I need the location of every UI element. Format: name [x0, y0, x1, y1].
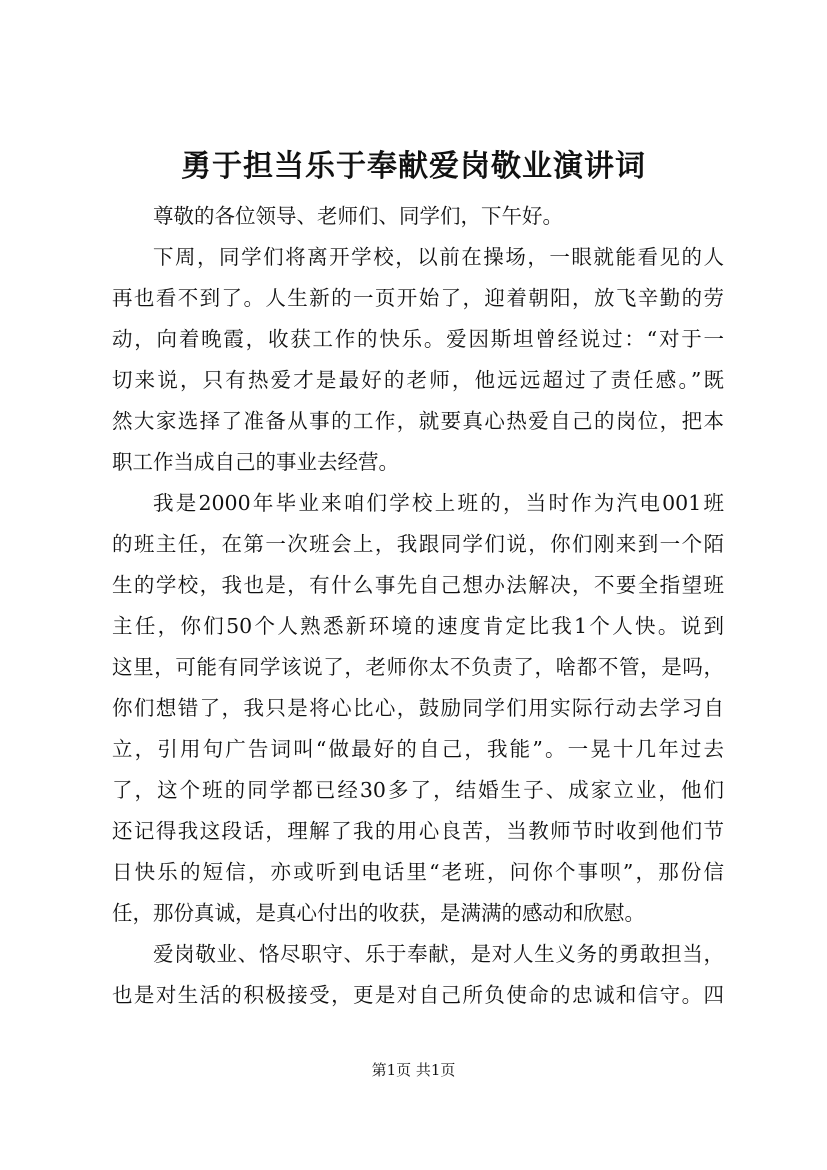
- paragraph-2-line-2: 的班主任，在第一次班会上，我跟同学们说，你们刚来到一个陌: [112, 532, 724, 556]
- paragraph-1-line-6: 职工作当成自己的事业去经营。: [112, 450, 399, 474]
- paragraph-2-line-6: 你们想错了，我只是将心比心，鼓励同学们用实际行动去学习自: [112, 696, 724, 720]
- document-body: [112, 196, 724, 1016]
- paragraph-2-line-8: 了，这个班的同学都已经30多了，结婚生子、成家立业，他们: [112, 778, 724, 802]
- paragraph-2-line-7: 立，引用句广告词叫“做最好的自己，我能”。一晃十几年过去: [112, 737, 724, 761]
- paragraph-1-line-5: 然大家选择了准备从事的工作，就要真心热爱自己的岗位，把本: [112, 409, 724, 433]
- paragraph-1-line-2: 再也看不到了。人生新的一页开始了，迎着朝阳，放飞辛勤的劳: [112, 286, 724, 310]
- paragraph-2-line-9: 还记得我这段话，理解了我的用心良苦，当教师节时收到他们节: [112, 819, 724, 843]
- paragraph-3-line-1: 爱岗敬业、恪尽职守、乐于奉献，是对人生义务的勇敢担当，: [153, 942, 724, 966]
- paragraph-2-line-11: 任，那份真诚，是真心付出的收获，是满满的感动和欣慰。: [112, 901, 645, 925]
- paragraph-1-line-1: 下周，同学们将离开学校，以前在操场，一眼就能看见的人: [153, 245, 724, 269]
- page-number-footer: 第1页 共1页: [371, 1061, 456, 1079]
- paragraph-2-line-4: 主任，你们50个人熟悉新环境的速度肯定比我1个人快。说到: [112, 614, 724, 638]
- paragraph-3-line-2: 也是对生活的积极接受，更是对自己所负使命的忠诚和信守。四: [112, 983, 724, 1007]
- document-title: 勇于担当乐于奉献爱岗敬业演讲词: [181, 149, 646, 184]
- paragraph-1-line-3: 动，向着晚霞，收获工作的快乐。爱因斯坦曾经说过：“对于一: [112, 327, 724, 351]
- greeting-line: 尊敬的各位领导、老师们、同学们，下午好。: [153, 204, 563, 228]
- paragraph-2-line-5: 这里，可能有同学该说了，老师你太不负责了，啥都不管，是吗，: [112, 655, 724, 679]
- paragraph-2-line-10: 日快乐的短信，亦或听到电话里“老班，问你个事呗”，那份信: [112, 860, 724, 884]
- paragraph-2-line-1: 我是2000年毕业来咱们学校上班的，当时作为汽电001班: [153, 491, 724, 515]
- paragraph-2-line-3: 生的学校，我也是，有什么事先自己想办法解决，不要全指望班: [112, 573, 724, 597]
- paragraph-1-line-4: 切来说，只有热爱才是最好的老师，他远远超过了责任感。”既: [112, 368, 724, 392]
